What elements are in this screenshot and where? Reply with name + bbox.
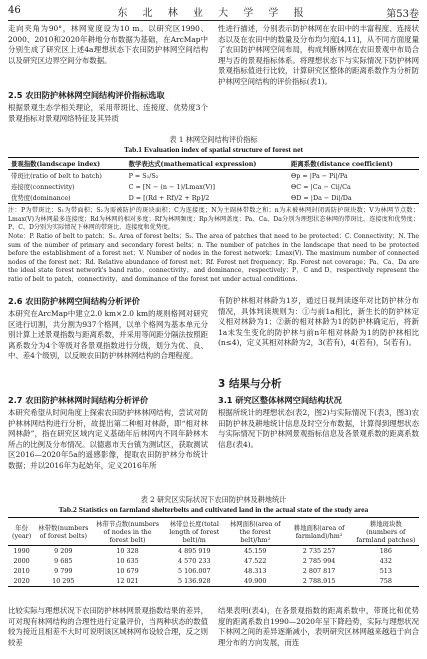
table-cell: 9 799 bbox=[54, 567, 73, 575]
table-cell: 10 328 bbox=[116, 547, 139, 555]
table-cell: 48.313 bbox=[244, 567, 267, 575]
section-3-1-text: 根据所统计的理想状态(表2，图2)与实际情况下(表3，图3)农田防护林及耕地统计信息及时空分布数据，计算得到理想状态与实际情况下防护林网景观指标信息及各景观系数的距离系数信息(表4)。 bbox=[218, 408, 419, 449]
table1-header-row bbox=[8, 158, 419, 170]
intro-left-paragraph: 走向夹角为90°，林网宽度设为10 m。以研究区1990、2000、2010和2020年耕地分布数据为基础，在ArcMap中分别生成了研究区上述4a理想状态下农田防护林网空间结构以及研究区边界空间分布数据。 bbox=[8, 24, 208, 65]
table-cell: ΘD = |Da − Di|/Da bbox=[291, 193, 352, 202]
table2-header-cell: 耕地面积(area of farmland)/hm² bbox=[293, 524, 345, 540]
bottom-left-paragraph: 比较实际与理想状况下农田防护林林网景观指数结果的差异，可对现有林网结构的合理性进行定量评价，当两种状态的数值较为接近且相差不大时可说明该区域林网布设较合理，反之则较差 bbox=[8, 606, 208, 647]
table-cell: 9 209 bbox=[54, 547, 73, 555]
table-cell: ΘC = |Ca − Ci|/Ca bbox=[291, 182, 351, 191]
table-row bbox=[8, 192, 419, 204]
bottom-right-paragraph: 结果表明(表4)，在各景观指数的距离系数中，带斑比和优势度的距离系数自1990—2020年呈下降趋势，实际与理想状况下林网之间的差异逐渐减小，表明研究区林网越来越趋于向合理分布的方向发展，而连 bbox=[218, 606, 419, 647]
table-cell: 5 136.928 bbox=[178, 577, 211, 585]
table-cell: 10 295 bbox=[52, 577, 75, 585]
table-cell: 带斑比(ratio of belt to batch) bbox=[11, 172, 102, 180]
table2-header-cell: 耕地斑块数(numbers of farmland patches) bbox=[356, 520, 416, 544]
table-cell: 12 021 bbox=[116, 577, 139, 585]
table2-header-row bbox=[8, 518, 419, 546]
table-cell: 4 895 919 bbox=[178, 547, 211, 555]
table-cell: 1990 bbox=[13, 547, 30, 555]
table1-caption-en: Tab.1 Evaluation index of spatial structure of forest net bbox=[124, 145, 303, 154]
table1 bbox=[8, 157, 419, 204]
table-cell: 2000 bbox=[13, 557, 30, 565]
table2-caption-en: Tab.2 Statistics on farmland shelterbelts and cultivated land in the actual state of the study area bbox=[58, 505, 369, 514]
table-cell: 连接度(connectivity) bbox=[11, 183, 75, 191]
table2-header-cell: 年份(year) bbox=[11, 524, 32, 540]
page-header bbox=[8, 2, 419, 21]
table-cell: 2010 bbox=[13, 567, 30, 575]
table1-caption-cn: 表 1 林网空间结构评价指标 bbox=[169, 135, 258, 144]
table-cell: 9 685 bbox=[54, 557, 73, 565]
table-cell: 10 635 bbox=[116, 557, 139, 565]
table-cell: 10 679 bbox=[116, 567, 139, 575]
table-cell: 432 bbox=[379, 557, 392, 565]
right-column-continuation: 有防护林相对林龄为1岁，通过日视判读逐年对比防护林分布情况，具体判读规则为：①与前1a相比，新生长的防护林定义相对林龄为1；②新的相对林龄为1的防护林确定后，将新1a未发生变化的防护林与前n年相对林龄为1的防护林相比(n≤4)，定义其相对林龄为2，3(若有)，4(若有)，5(若有)。 bbox=[218, 296, 419, 348]
volume-label: 第53卷 bbox=[386, 9, 419, 20]
section-3-heading: 3 结果与分析 bbox=[218, 378, 282, 390]
table1-note-cn: 注：P为带斑比；S₁为带面积；S₂为需被防护的斑块面积；C为连接度；N为主副林带数之和；n为未被林网封闭需防护斑块数；V为林网节点数；Lmax(V)为林网最多连接度；Rd为林网的相对多度；Rf为林网频度；Rp为林网盖度；Pa、Ca、Da分别为理想状态林网的带斑比、连接度和优势度；P、C、D分别为实际情况下林网的带斑比、连接度和优势度。 bbox=[8, 207, 419, 232]
table-row bbox=[8, 181, 419, 192]
intro-right-paragraph: 性进行描述，分别表示防护林网在农田中的丰富程度、连接状态以及在农田中的数量及分布均匀度[4,11]，从不同方面度量了农田防护林网空间布局，构成判断林网在农田景观中布局合理与否的景观指标体系。将理想状态下与实际情况下防护林网景观指标值进行比较，计算研究区整体的距离系数作为分析防护林网空间结构的评价指标(表1)。 bbox=[218, 24, 419, 86]
table2 bbox=[8, 517, 419, 587]
table-cell: 2 788.915 bbox=[302, 577, 336, 585]
section-2-6-heading: 2.6 农田防护林网空间结构分析评价 bbox=[8, 296, 140, 306]
table2-header-cell: 林带总长度(total length of forest belt)/m bbox=[169, 520, 220, 544]
table2-header-cell: 林网面积(area of the forest belt)/hm² bbox=[229, 520, 281, 544]
journal-title: 东 北 林 业 大 学 学 报 bbox=[117, 8, 310, 19]
table-row bbox=[8, 556, 419, 566]
table-cell: 4 570 233 bbox=[178, 557, 211, 565]
table2-header-cell: 林带节点数(numbers of nodes in the forest belt) bbox=[96, 520, 159, 544]
table-cell: 5 106.007 bbox=[178, 567, 211, 575]
page-number: 46 bbox=[8, 5, 21, 16]
table-cell: P = S₁/S₂ bbox=[128, 171, 159, 180]
table-cell: 2 785 994 bbox=[302, 557, 336, 565]
section-2-7-heading: 2.7 农田防护林林网时间结构分析评价 bbox=[8, 395, 149, 405]
table-cell: 47.522 bbox=[244, 557, 267, 565]
table-cell: C = [N − (n − 1)/Lmax(V)] bbox=[128, 182, 215, 191]
table-cell: D = [(Rd + Rf)/2 + Rp]/2 bbox=[128, 193, 210, 202]
table-cell: 513 bbox=[379, 567, 392, 575]
table-row bbox=[8, 566, 419, 576]
section-2-6-text: 本研究在ArcMap中建立2.0 km×2.0 km的规则格网对研究区进行切割，共分割为937个格网，以单个格网为基本单元分别计算上述景观指数与距离系数，并采用等间距分隔法按照距离系数分为4个等级对各景观指数进行分级，划分为优、良、中、差4个级别，以反映农田防护林林网结构的合理程度。 bbox=[8, 309, 208, 361]
section-2-7-text: 本研究希望从时间角度上探索农田防护林林网结构，尝试对防护林林网结构进行分析，故提出第二种相对林龄，即“相对林网林龄”，指在研究区域内定义基础年后林网内不同年龄林木所占的比例及分布情况。以德惠市天台镇为测试区，获取测试区2016—2020年5a的遥感影像，提取农田防护林分布统计数据；并以2016年为起始年，定义2016年所 bbox=[8, 408, 208, 470]
table-cell: 45.159 bbox=[244, 547, 267, 555]
section-2-5-text: 根据景观生态学相关理论，采用带斑比、连接度、优势度3个景观指标对景观网络特征及其异质 bbox=[8, 103, 208, 123]
table-cell: Θp = |Pa − Pi|/Pa bbox=[291, 171, 348, 180]
table1-header-cell: 数学表达式(mathematical expression) bbox=[128, 160, 257, 168]
table1-header-cell: 景观指数(landscape index) bbox=[11, 160, 101, 168]
table-row bbox=[8, 170, 419, 182]
table-cell: 2 735 257 bbox=[302, 547, 336, 555]
table-row bbox=[8, 546, 419, 557]
table-cell: 186 bbox=[379, 547, 392, 555]
table-cell: 758 bbox=[379, 577, 392, 585]
table-cell: 2 807 817 bbox=[302, 567, 336, 575]
table1-header-cell: 距离系数(distance coefficient) bbox=[291, 160, 393, 168]
table-cell: 优势度(dominance) bbox=[11, 194, 71, 202]
table2-caption-cn: 表 2 研究区实际状况下农田防护林及耕地统计 bbox=[140, 495, 287, 504]
table-cell: 2020 bbox=[13, 577, 30, 585]
table1-note-en: Note：P. Ratio of belt to patch；S₁. Area of forest belts；S₂. The area of patches that need to be protected；C. Connectivity；N. The sum of the number of primary and secondary forest belts；n. The number of patches in the landscape that need to be protected before the establishment of a forest net；V. Number of nodes in the forest network；Lmax(V). The maximum number of connected nodes of the forest net；Rd. Relative abundance of forest net；Rf. Forest net frequency；Rp. Forest net coverage；Pa、Ca、Da are the ideal state forest network's band ratio，connectivity，and dominance，respectively；P，C and D，respectively represent the ratio of belt to patch，connectivity，and dominance of the forest net under actual conditions. bbox=[8, 233, 419, 283]
table-cell: 49.900 bbox=[244, 577, 267, 585]
section-3-1-heading: 3.1 研究区整体林网空间结构状况 bbox=[218, 395, 342, 405]
table-row bbox=[8, 576, 419, 587]
section-2-5-heading: 2.5 农田防护林林网空间结构评价指标选取 bbox=[8, 90, 165, 100]
table2-header-cell: 林带数(numbers of forest belts) bbox=[38, 524, 89, 540]
